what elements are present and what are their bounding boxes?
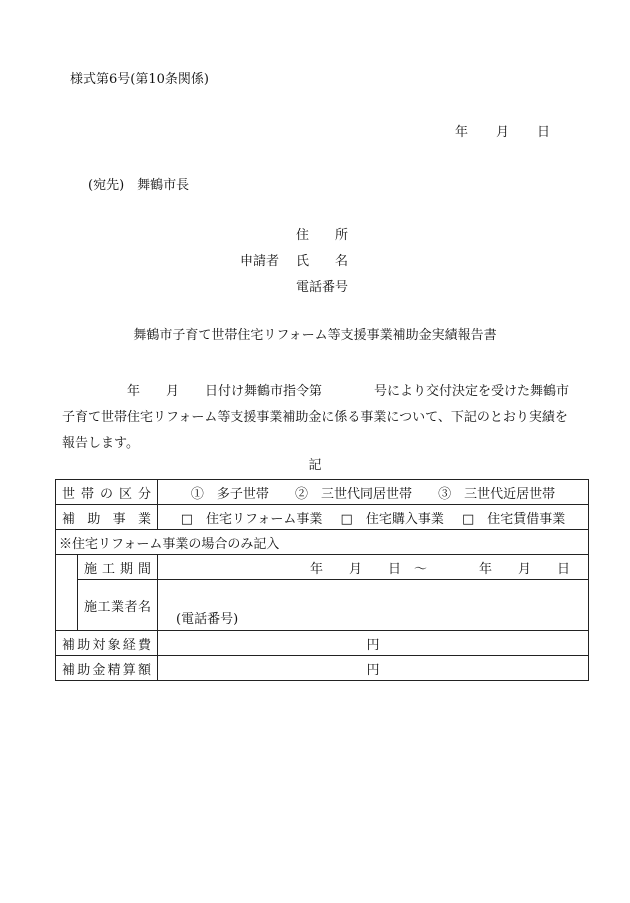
- contractor-label: 施工業者名: [78, 580, 158, 631]
- ki-heading: 記: [308, 458, 322, 473]
- date-year: 年: [455, 125, 469, 140]
- table-row: [56, 530, 589, 555]
- settle-label: 補助金精算額: [56, 656, 158, 681]
- project-label: 補助事業: [56, 505, 158, 530]
- project-option-purchase[interactable]: □ 住宅購入事業: [340, 511, 444, 527]
- applicant-role: 申請者: [240, 254, 280, 269]
- period-label: 施工期間: [78, 555, 158, 580]
- date-day: 日: [537, 125, 551, 140]
- address-label: 住 所: [296, 228, 349, 243]
- household-options[interactable]: [158, 480, 589, 505]
- report-table: [55, 479, 589, 681]
- reform-note: ※住宅リフォーム事業の場合のみ記入: [56, 530, 589, 555]
- table-row: [56, 580, 589, 631]
- cost-value[interactable]: 円: [158, 631, 589, 656]
- household-option-3[interactable]: ③ 三世代近居世帯: [438, 486, 556, 502]
- document-title: 舞鶴市子育て世帯住宅リフォーム等支援事業補助金実績報告書: [133, 328, 497, 343]
- table-row: [56, 631, 589, 656]
- date-month: 月: [496, 125, 510, 140]
- body-text: 年 月 日付け舞鶴市指令第 号により交付決定を受けた舞鶴市子育て世帯住宅リフォーム等支援事業補助金に係る事業について、下記のとおり実績を報告します。: [62, 384, 570, 451]
- table-row: [56, 505, 589, 530]
- table-row: [56, 656, 589, 681]
- household-label: 世帯の区分: [56, 480, 158, 505]
- table-row: [56, 480, 589, 505]
- period-value[interactable]: 年 月 日 ～ 年 月 日: [158, 555, 589, 580]
- name-label: 氏 名: [296, 254, 349, 269]
- cost-label: 補助対象経費: [56, 631, 158, 656]
- settle-value[interactable]: 円: [158, 656, 589, 681]
- indent-cell: [56, 555, 78, 631]
- project-options[interactable]: [158, 505, 589, 530]
- contractor-field[interactable]: [158, 580, 589, 631]
- household-option-2[interactable]: ② 三世代同居世帯: [295, 486, 413, 502]
- phone-label: 電話番号: [296, 280, 349, 295]
- applicant-block: [240, 228, 440, 298]
- contractor-phone-label: (電話番号): [176, 612, 239, 627]
- addressee: (宛先) 舞鶴市長: [88, 178, 190, 193]
- household-option-1[interactable]: ① 多子世帯: [190, 486, 269, 502]
- date-line: [455, 125, 550, 141]
- project-option-reform[interactable]: □ 住宅リフォーム事業: [180, 511, 323, 527]
- table-row: [56, 555, 589, 580]
- project-option-rent[interactable]: □ 住宅賃借事業: [461, 511, 566, 527]
- form-number: 様式第6号(第10条関係): [70, 72, 209, 87]
